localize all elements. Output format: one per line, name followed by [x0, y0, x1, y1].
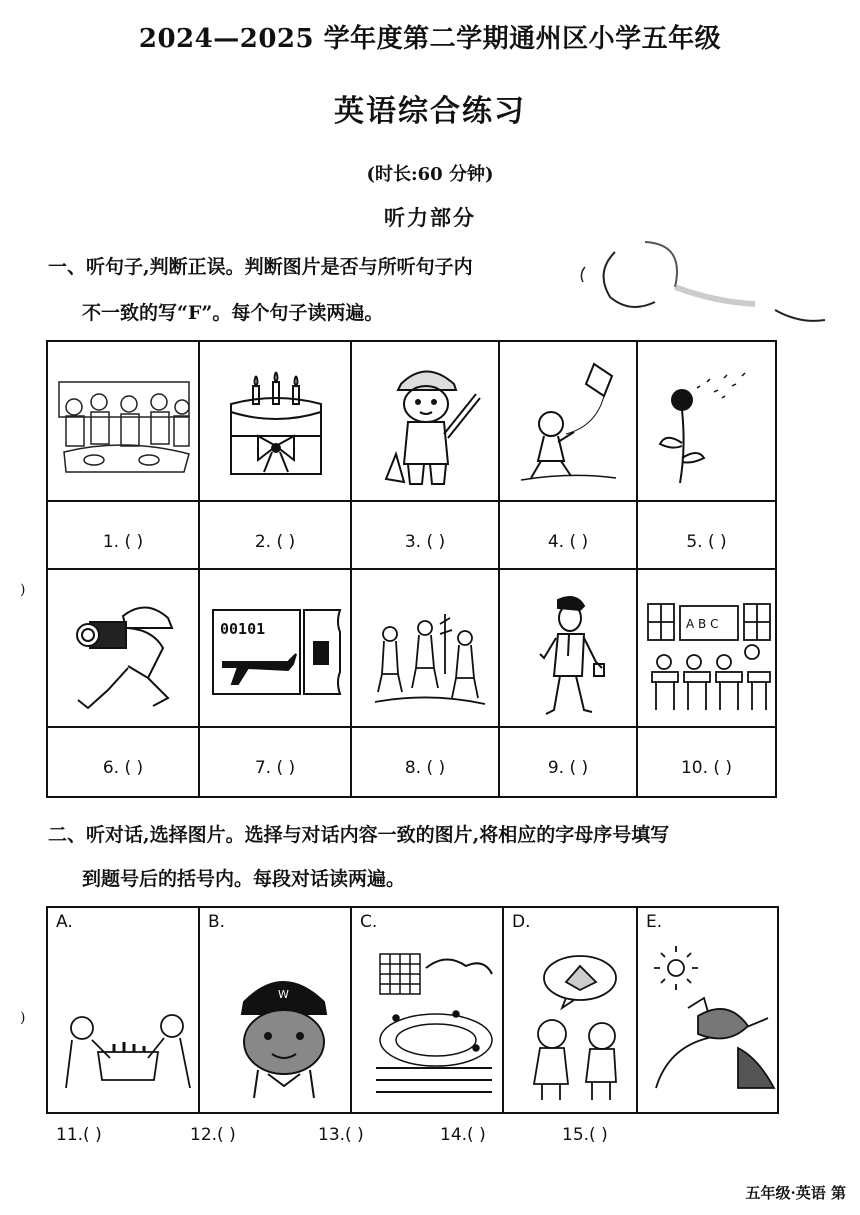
option-d-label: D.: [512, 912, 531, 932]
question-3-blank[interactable]: 3. ( ): [404, 532, 446, 552]
section2-grid: [46, 906, 779, 1114]
listening-part-heading: 听力部分: [384, 205, 476, 230]
question-1-blank[interactable]: 1. ( ): [102, 532, 144, 552]
section1-instruction-line1: 一、听句子,判断正误。判断图片是否与所听句子内: [48, 256, 473, 278]
exam-duration: (时长:60 分钟): [366, 164, 494, 185]
exam-title: 2024—2025 学年度第二学期通州区小学五年级: [138, 24, 722, 54]
girl-flying-kite-icon: [516, 356, 626, 486]
photographer-icon: [68, 588, 188, 718]
question-13-blank[interactable]: 13.( ): [318, 1125, 364, 1145]
classroom-icon: [644, 600, 774, 720]
kids-talking-icon: [518, 952, 633, 1102]
firefighter-icon: [366, 354, 486, 494]
section1-grid: [46, 340, 777, 798]
question-4-blank[interactable]: 4. ( ): [547, 532, 589, 552]
paper-smudge-icon: [575, 232, 835, 327]
exam-subject-title: 英语综合练习: [334, 94, 526, 129]
boy-with-cap-icon: [228, 958, 338, 1098]
question-8-blank[interactable]: 8. ( ): [404, 758, 446, 778]
option-b-label: B.: [208, 912, 226, 932]
svg-text:W: W: [278, 988, 289, 1001]
option-c-label: C.: [360, 912, 378, 932]
question-10-blank[interactable]: 10. ( ): [680, 758, 733, 778]
page-footer: 五年级·英语 第: [745, 1184, 846, 1202]
option-e-label: E.: [646, 912, 663, 932]
man-walking-icon: [524, 592, 624, 722]
section2-instruction-line1: 二、听对话,选择图片。选择与对话内容一致的图片,将相应的字母序号填写: [48, 824, 670, 846]
bird-in-tree-icon: [648, 938, 778, 1103]
dandelion-icon: [652, 358, 762, 488]
plane-ticket-icon: [208, 602, 348, 702]
svg-text:A B C: A B C: [686, 617, 719, 631]
birthday-cake-icon: [216, 364, 336, 484]
question-7-blank[interactable]: 7. ( ): [254, 758, 296, 778]
option-a-label: A.: [56, 912, 73, 932]
party-scene-icon: [54, 372, 194, 482]
question-9-blank[interactable]: 9. ( ): [547, 758, 589, 778]
section2-instruction-line2: 到题号后的括号内。每段对话读两遍。: [82, 868, 406, 890]
question-11-blank[interactable]: 11.( ): [56, 1125, 102, 1145]
sports-field-icon: [366, 948, 496, 1103]
margin-mark: ): [20, 582, 26, 598]
question-15-blank[interactable]: 15.( ): [562, 1125, 608, 1145]
question-14-blank[interactable]: 14.( ): [440, 1125, 486, 1145]
kids-playing-chess-icon: [58, 1008, 198, 1098]
question-6-blank[interactable]: 6. ( ): [102, 758, 144, 778]
children-planting-trees-icon: [370, 604, 490, 714]
question-5-blank[interactable]: 5. ( ): [686, 532, 727, 552]
margin-mark: ): [20, 1010, 26, 1026]
question-12-blank[interactable]: 12.( ): [190, 1125, 236, 1145]
section1-instruction-line2: 不一致的写“F”。每个句子读两遍。: [82, 302, 384, 324]
svg-text:00101: 00101: [220, 620, 266, 638]
question-2-blank[interactable]: 2. ( ): [254, 532, 296, 552]
